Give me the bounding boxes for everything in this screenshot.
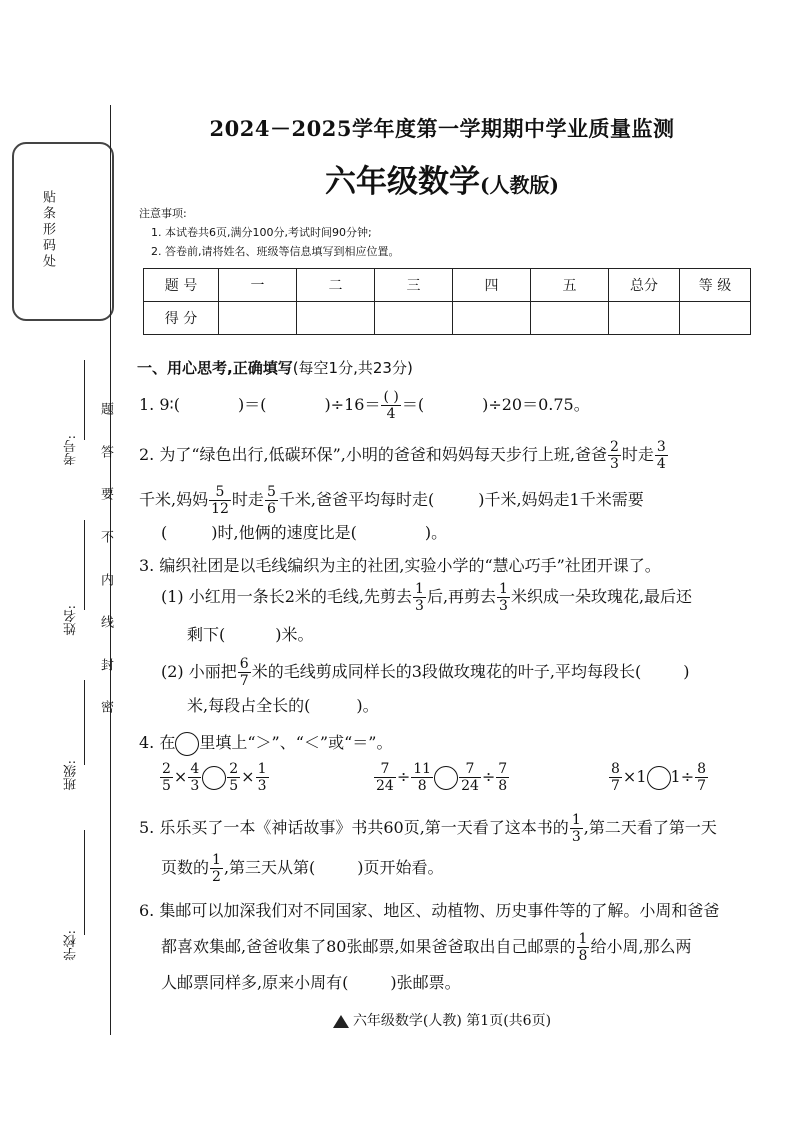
q3-text: ) [683,662,690,681]
fraction [381,390,400,421]
operator: ÷ [396,767,411,786]
q6-text: 都喜欢集邮,爸爸收集了80张邮票,如果爸爸取出自己邮票的 [161,937,576,956]
score-cell[interactable] [453,302,531,335]
question-4-stem [139,730,392,756]
footer-text: 六年级数学(人教) 第1页(共6页) [352,1013,552,1029]
fraction-denominator: 3 [190,778,200,794]
score-row-label: 得 分 [144,302,219,335]
fraction-denominator: 3 [499,598,508,614]
section-points: (每空1分,共23分) [292,359,413,377]
fraction-numerator: 4 [190,761,200,777]
q2-text: 千米,妈妈 [139,490,209,509]
fraction [577,932,590,963]
operator: × [241,767,255,786]
seal-char: 答 [98,445,113,458]
fraction [608,440,621,471]
fraction-numerator: 1 [499,581,508,597]
q5-text: ,第三天从第( [223,858,316,877]
fraction [413,582,426,613]
section-title-text: 一、用心思考,正确填写 [137,359,293,377]
fraction [227,762,240,793]
fraction-numerator: 1 [257,761,267,777]
fraction-denominator: 5 [162,778,171,794]
q3-text: 米的毛线剪成同样长的3段做玫瑰花的叶子,平均每段长( [251,662,642,681]
q2-text: 2. 为了“绿色出行,低碳环保”,小明的爸爸和妈妈每天步行上班,爸爸 [139,445,607,464]
score-cell[interactable] [297,302,375,335]
score-cell[interactable] [680,302,751,335]
fraction [265,485,278,516]
fraction-numerator: 11 [413,761,432,777]
seal-char: 封 [98,658,113,671]
instruction-item: 2. 答卷前,请将姓名、班级等信息填写到相应位置。 [151,245,400,258]
q2-text: 时走 [621,445,654,464]
q3-text: )米。 [275,625,314,644]
q4-text: 里填上“＞”、“＜”或“＝”。 [199,733,393,752]
score-cell[interactable] [609,302,680,335]
fraction [411,762,433,793]
question-6-line-1: 6. 集邮可以加深我们对不同国家、地区、动植物、历史事件等的了解。小周和爸爸 [139,901,720,920]
fraction-numerator: 2 [162,761,171,777]
fraction-numerator: 5 [266,484,276,500]
score-cell[interactable] [375,302,453,335]
score-header-cell: 等 级 [680,269,751,302]
subject-edition: (人教版) [480,173,559,197]
subject-title [0,156,794,201]
exam-number-label: 考号: [64,435,79,466]
fraction-numerator: 8 [697,761,707,777]
fraction-denominator: 24 [461,778,479,794]
page-footer [0,1010,794,1030]
name-field[interactable] [84,520,85,610]
fraction [609,762,622,793]
q4-text: 4. 在 [139,733,176,752]
question-3-part-1-line-2 [187,622,314,645]
fraction-denominator: 4 [656,456,666,472]
fraction-denominator: 3 [415,598,424,614]
fraction [695,762,708,793]
fraction-numerator: 2 [609,439,619,455]
score-header-cell: 三 [375,269,453,302]
seal-char: 题 [98,402,113,415]
barcode-label: 贴条形码处 [40,190,55,270]
fraction-denominator: 7 [611,778,620,794]
fraction-denominator: 6 [266,501,276,517]
operator: 1÷ [670,767,695,786]
fraction [210,853,223,884]
question-2-line-2 [139,485,644,516]
q3-text: 米,每段占全长的( [187,696,311,715]
question-4-expr-1 [159,762,270,793]
q1-text: )÷16＝ [324,395,381,414]
seal-char: 不 [98,530,113,543]
instructions-heading: 注意事项: [139,207,187,220]
fraction-denominator: 7 [697,778,707,794]
score-header-cell: 一 [219,269,297,302]
school-field[interactable] [84,830,85,935]
seal-char: 线 [98,615,113,628]
compare-circle-icon [175,732,199,756]
q6-text: )张邮票。 [390,973,461,992]
fraction-numerator: 2 [229,761,239,777]
instruction-item: 1. 本试卷共6页,满分100分,考试时间90分钟; [151,226,372,239]
score-header-cell: 总分 [609,269,680,302]
fraction [459,762,481,793]
fraction-numerator: 7 [459,762,481,778]
fraction [256,762,269,793]
question-4-expr-3 [608,762,709,793]
fraction [570,813,583,844]
fraction-denominator: 3 [609,456,619,472]
school-label: 学校: [64,930,79,961]
q1-text: )÷20＝0.75。 [482,395,590,414]
fraction [160,762,173,793]
score-header-cell: 五 [531,269,609,302]
fraction [238,657,251,688]
operator: × [173,767,188,786]
fraction-numerator: 5 [209,485,231,501]
fraction-denominator: 7 [239,673,249,689]
question-3-part-2-line-2 [187,693,379,716]
fraction-numerator: 3 [656,439,666,455]
fraction-numerator: 1 [578,931,588,947]
q3-text: (2) 小丽把 [161,662,237,681]
fraction [655,440,668,471]
question-3-part-2 [161,657,689,688]
fraction-denominator: 8 [498,778,508,794]
fraction-denominator: 12 [211,501,229,517]
seal-char: 内 [98,573,113,586]
compare-circle-input[interactable] [434,766,458,790]
q2-text: 时走 [231,490,264,509]
operator: ×1 [622,767,647,786]
class-field[interactable] [84,680,85,765]
question-6-line-2 [161,932,692,963]
q6-text: 人邮票同样多,原来小周有( [161,973,349,992]
fraction [496,762,509,793]
exam-title: 2024－2025学年度第一学期期中学业质量监测 [209,116,675,141]
publisher-logo-icon [333,1015,349,1028]
question-4-expr-2 [373,762,510,793]
fraction [188,762,201,793]
q5-text: ,第二天看了第一天 [583,818,717,837]
q2-text: )时,他俩的速度比是( [211,523,357,542]
section-title [137,357,413,378]
question-6-line-3 [161,970,461,993]
compare-circle-input[interactable] [202,766,226,790]
q1-text: ＝( [401,395,425,414]
q2-text: 千米,爸爸平均每时走( [278,490,435,509]
question-3-part-1 [161,582,692,613]
q1-text: )＝( [237,395,267,414]
fraction-numerator: 1 [415,581,424,597]
q5-text: 页数的 [161,858,210,877]
fraction-denominator: 8 [417,778,427,794]
score-table [143,268,751,335]
fraction-denominator: 3 [257,778,267,794]
fraction-denominator: 2 [212,869,221,885]
score-cell[interactable] [531,302,609,335]
seal-char: 要 [98,487,113,500]
fraction [209,485,231,516]
q2-text: ( [161,523,168,542]
q5-text: )页开始看。 [357,858,444,877]
operator: ÷ [481,767,496,786]
q3-text: 剩下( [187,625,226,644]
q3-text: 后,再剪去 [426,587,497,606]
fraction-numerator[interactable]: ( ) [383,389,399,405]
fraction [497,582,510,613]
fraction-denominator: 4 [386,406,396,422]
fraction-numerator: 6 [239,656,249,672]
q5-text: 5. 乐乐买了一本《神话故事》书共60页,第一天看了这本书的 [139,818,569,837]
question-5-line-2 [161,853,444,884]
score-header-cell: 题 号 [144,269,219,302]
fraction-numerator: 7 [374,762,396,778]
fraction-numerator: 7 [498,761,508,777]
binding-line [110,105,111,1035]
instructions [139,204,400,261]
score-header-cell: 二 [297,269,375,302]
fraction-numerator: 1 [212,852,221,868]
class-label: 班级: [64,760,79,791]
score-header-cell: 四 [453,269,531,302]
score-cell[interactable] [219,302,297,335]
fraction-denominator: 24 [376,778,394,794]
q3-text: )。 [356,696,379,715]
subject-title-main: 六年级数学 [325,164,481,200]
question-3-stem: 3. 编织社团是以毛线编织为主的社团,实验小学的“慧心巧手”社团开课了。 [139,556,661,575]
q3-text: (1) 小红用一条长2米的毛线,先剪去 [161,587,413,606]
fraction-denominator: 3 [571,829,581,845]
question-2-line-3 [161,520,447,543]
seal-char: 密 [98,700,113,713]
exam-number-field[interactable] [84,360,85,440]
q3-text: 米织成一朵玫瑰花,最后还 [510,587,693,606]
fraction [374,762,396,793]
question-5-line-1 [139,813,717,844]
fraction-denominator: 5 [229,778,239,794]
fraction-denominator: 8 [578,948,588,964]
q1-text: 1. 9∶( [139,395,180,414]
q6-text: 给小周,那么两 [590,937,692,956]
fraction-numerator: 1 [571,812,581,828]
fraction-numerator: 8 [611,761,620,777]
compare-circle-input[interactable] [647,766,671,790]
q2-text: )千米,妈妈走1千米需要 [478,490,644,509]
question-1 [139,390,590,421]
name-label: 姓名: [64,605,79,636]
q2-text: )。 [424,523,448,542]
question-2-line-1 [139,440,669,471]
